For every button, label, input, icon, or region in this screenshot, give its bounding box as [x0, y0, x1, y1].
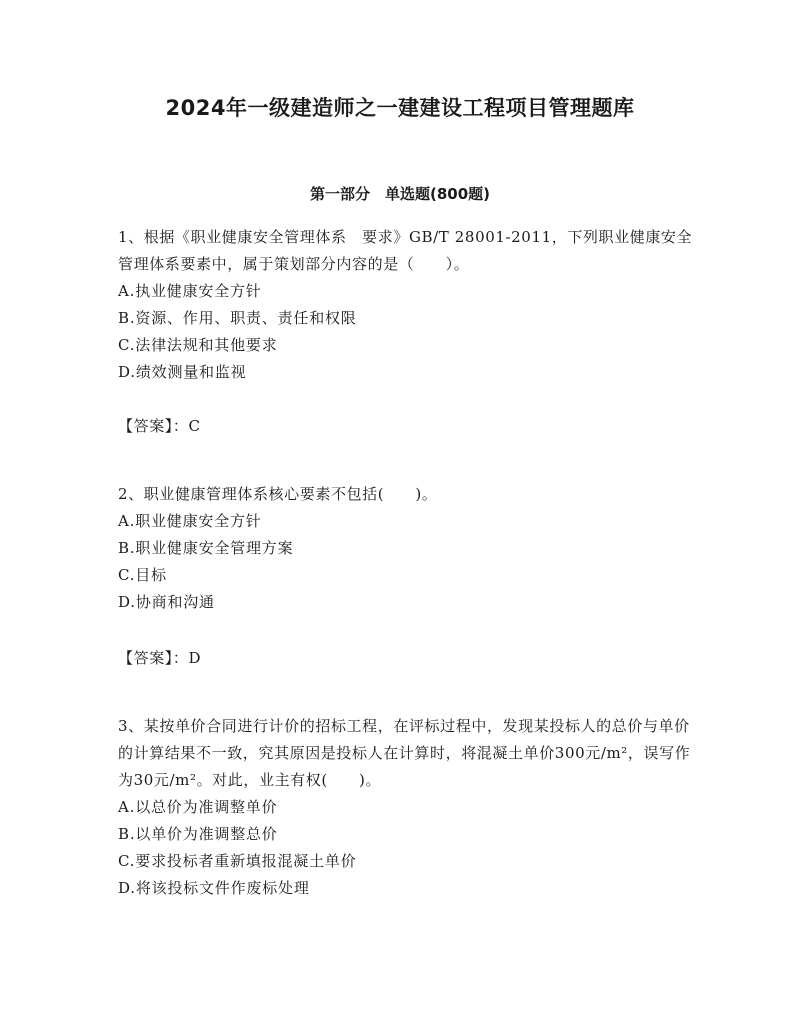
option-c: C.目标 [118, 566, 167, 584]
question-3 [118, 713, 698, 902]
section-title: 第一部分 单选题(800题) [309, 185, 491, 203]
answer-1: 【答案】：C [118, 417, 201, 435]
option-b: B.资源、作用、职责、责任和权限 [118, 309, 357, 327]
option-d: D.协商和沟通 [118, 593, 215, 611]
option-b: B.以单价为准调整总价 [118, 825, 278, 843]
option-a: A.执业健康安全方针 [118, 282, 262, 300]
question-text: 1、根据《职业健康安全管理体系 要求》GB/T 28001-2011，下列职业健康安全管理体系要素中，属于策划部分内容的是（ ）。 [118, 228, 693, 273]
option-c: C.要求投标者重新填报混凝土单价 [118, 852, 357, 870]
option-a: A.以总价为准调整单价 [118, 798, 278, 816]
option-d: D.将该投标文件作废标处理 [118, 879, 310, 897]
question-1 [118, 224, 698, 386]
answer-2: 【答案】：D [118, 649, 202, 667]
question-text: 3、某按单价合同进行计价的招标工程，在评标过程中，发现某投标人的总价与单价的计算结果不一致，究其原因是投标人在计算时，将混凝土单价300元/m²，误写作为30元/m²。对此，业主有权( )。 [118, 717, 691, 789]
option-a: A.职业健康安全方针 [118, 512, 262, 530]
document-title: 2024年一级建造师之一建建设工程项目管理题库 [165, 96, 635, 120]
question-text: 2、职业健康管理体系核心要素不包括( )。 [118, 485, 438, 503]
question-2 [118, 481, 698, 616]
option-c: C.法律法规和其他要求 [118, 336, 278, 354]
option-d: D.绩效测量和监视 [118, 363, 247, 381]
option-b: B.职业健康安全管理方案 [118, 539, 294, 557]
